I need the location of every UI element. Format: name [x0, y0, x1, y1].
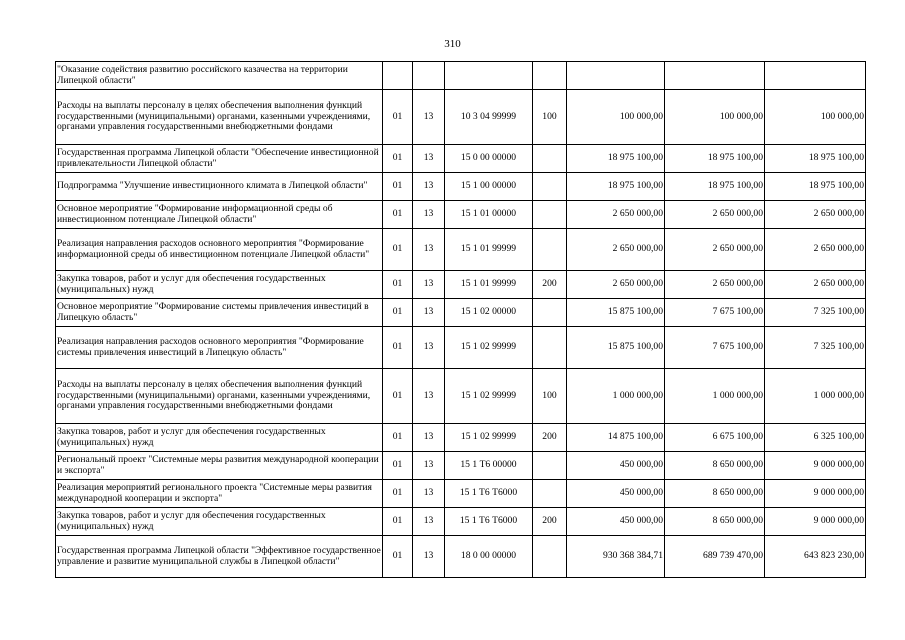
target-article-cell: 15 1 00 00000 — [445, 173, 533, 201]
sum-year1-cell: 15 875 100,00 — [567, 327, 665, 369]
sum-year1-cell: 450 000,00 — [567, 480, 665, 508]
row-name-cell: Государственная программа Липецкой области "Эффективное государственное управление и развитие муниципальной службы в Липецкой области" — [56, 536, 383, 578]
target-article-cell: 15 0 00 00000 — [445, 145, 533, 173]
page-number: 310 — [444, 38, 461, 50]
sum-year2-cell: 18 975 100,00 — [665, 173, 765, 201]
target-article-cell: 15 1 02 99999 — [445, 327, 533, 369]
sum-year2-cell: 7 675 100,00 — [665, 299, 765, 327]
section-code-cell: 13 — [413, 508, 445, 536]
sum-year1-cell: 1 000 000,00 — [567, 369, 665, 424]
ved-code-cell: 01 — [383, 173, 413, 201]
target-article-cell: 15 1 02 00000 — [445, 299, 533, 327]
sum-year1-cell: 100 000,00 — [567, 90, 665, 145]
sum-year2-cell: 8 650 000,00 — [665, 480, 765, 508]
sum-year3-cell: 643 823 230,00 — [765, 536, 866, 578]
sum-year3-cell: 18 975 100,00 — [765, 145, 866, 173]
sum-year3-cell: 9 000 000,00 — [765, 452, 866, 480]
ved-code-cell: 01 — [383, 480, 413, 508]
sum-year2-cell: 100 000,00 — [665, 90, 765, 145]
sum-year3-cell: 2 650 000,00 — [765, 201, 866, 229]
ved-code-cell: 01 — [383, 327, 413, 369]
sum-year3-cell: 100 000,00 — [765, 90, 866, 145]
expense-type-cell — [533, 480, 567, 508]
expense-type-cell: 200 — [533, 271, 567, 299]
table-row — [56, 229, 866, 271]
table-row — [56, 271, 866, 299]
ved-code-cell: 01 — [383, 271, 413, 299]
sum-year2-cell — [665, 62, 765, 90]
section-code-cell: 13 — [413, 90, 445, 145]
row-name-cell: "Оказание содействия развитию российского казачества на территории Липецкой области" — [56, 62, 383, 90]
target-article-cell: 10 3 04 99999 — [445, 90, 533, 145]
target-article-cell: 15 1 01 99999 — [445, 229, 533, 271]
sum-year2-cell: 2 650 000,00 — [665, 271, 765, 299]
table-row — [56, 201, 866, 229]
expense-type-cell — [533, 536, 567, 578]
section-code-cell: 13 — [413, 201, 445, 229]
target-article-cell: 15 1 Т6 00000 — [445, 452, 533, 480]
expense-type-cell — [533, 201, 567, 229]
row-name-cell: Региональный проект "Системные меры развития международной кооперации и экспорта" — [56, 452, 383, 480]
section-code-cell: 13 — [413, 327, 445, 369]
sum-year1-cell: 15 875 100,00 — [567, 299, 665, 327]
sum-year1-cell: 14 875 100,00 — [567, 424, 665, 452]
section-code-cell: 13 — [413, 145, 445, 173]
section-code-cell: 13 — [413, 480, 445, 508]
target-article-cell: 15 1 02 99999 — [445, 424, 533, 452]
expense-type-cell: 200 — [533, 508, 567, 536]
table-row — [56, 508, 866, 536]
target-article-cell — [445, 62, 533, 90]
expense-type-cell: 200 — [533, 424, 567, 452]
sum-year3-cell: 7 325 100,00 — [765, 327, 866, 369]
table-row — [56, 327, 866, 369]
target-article-cell: 15 1 01 00000 — [445, 201, 533, 229]
row-name-cell: Основное мероприятие "Формирование системы привлечения инвестиций в Липецкую область" — [56, 299, 383, 327]
section-code-cell: 13 — [413, 229, 445, 271]
ved-code-cell: 01 — [383, 424, 413, 452]
sum-year1-cell: 2 650 000,00 — [567, 229, 665, 271]
sum-year3-cell: 2 650 000,00 — [765, 229, 866, 271]
sum-year2-cell: 6 675 100,00 — [665, 424, 765, 452]
ved-code-cell: 01 — [383, 229, 413, 271]
section-code-cell: 13 — [413, 173, 445, 201]
row-name-cell: Государственная программа Липецкой области "Обеспечение инвестиционной привлекательности Липецкой области" — [56, 145, 383, 173]
table-row — [56, 480, 866, 508]
sum-year3-cell: 9 000 000,00 — [765, 508, 866, 536]
sum-year2-cell: 689 739 470,00 — [665, 536, 765, 578]
expense-type-cell — [533, 173, 567, 201]
expense-type-cell — [533, 327, 567, 369]
sum-year1-cell: 450 000,00 — [567, 508, 665, 536]
sum-year3-cell — [765, 62, 866, 90]
expense-type-cell: 100 — [533, 90, 567, 145]
ved-code-cell: 01 — [383, 201, 413, 229]
row-name-cell: Закупка товаров, работ и услуг для обеспечения государственных (муниципальных) нужд — [56, 424, 383, 452]
ved-code-cell: 01 — [383, 145, 413, 173]
row-name-cell: Реализация направления расходов основного мероприятия "Формирование информационной среды об инвестиционном потенциале Липецкой области" — [56, 229, 383, 271]
section-code-cell: 13 — [413, 536, 445, 578]
sum-year1-cell — [567, 62, 665, 90]
sum-year3-cell: 7 325 100,00 — [765, 299, 866, 327]
target-article-cell: 15 1 Т6 Т6000 — [445, 508, 533, 536]
sum-year2-cell: 8 650 000,00 — [665, 452, 765, 480]
section-code-cell: 13 — [413, 424, 445, 452]
table-row — [56, 452, 866, 480]
ved-code-cell: 01 — [383, 508, 413, 536]
ved-code-cell: 01 — [383, 536, 413, 578]
sum-year1-cell: 450 000,00 — [567, 452, 665, 480]
sum-year2-cell: 18 975 100,00 — [665, 145, 765, 173]
sum-year1-cell: 18 975 100,00 — [567, 145, 665, 173]
row-name-cell: Расходы на выплаты персоналу в целях обеспечения выполнения функций государственными (муниципальными) органами, казенными учреждениями, органами управления государственными внебюджетными фондами — [56, 369, 383, 424]
row-name-cell: Реализация мероприятий регионального проекта "Системные меры развития международной кооперации и экспорта" — [56, 480, 383, 508]
section-code-cell — [413, 62, 445, 90]
sum-year1-cell: 930 368 384,71 — [567, 536, 665, 578]
sum-year2-cell: 1 000 000,00 — [665, 369, 765, 424]
sum-year3-cell: 6 325 100,00 — [765, 424, 866, 452]
sum-year1-cell: 18 975 100,00 — [567, 173, 665, 201]
expense-type-cell: 100 — [533, 369, 567, 424]
row-name-cell: Закупка товаров, работ и услуг для обеспечения государственных (муниципальных) нужд — [56, 508, 383, 536]
section-code-cell: 13 — [413, 369, 445, 424]
table-row — [56, 424, 866, 452]
ved-code-cell: 01 — [383, 369, 413, 424]
expense-type-cell — [533, 299, 567, 327]
target-article-cell: 15 1 Т6 Т6000 — [445, 480, 533, 508]
row-name-cell: Подпрограмма "Улучшение инвестиционного климата в Липецкой области" — [56, 173, 383, 201]
table-row — [56, 62, 866, 90]
ved-code-cell: 01 — [383, 452, 413, 480]
ved-code-cell: 01 — [383, 299, 413, 327]
expense-type-cell — [533, 62, 567, 90]
ved-code-cell: 01 — [383, 90, 413, 145]
row-name-cell: Реализация направления расходов основного мероприятия "Формирование системы привлечения инвестиций в Липецкую область" — [56, 327, 383, 369]
sum-year2-cell: 2 650 000,00 — [665, 229, 765, 271]
expense-type-cell — [533, 452, 567, 480]
sum-year3-cell: 1 000 000,00 — [765, 369, 866, 424]
table-row — [56, 369, 866, 424]
target-article-cell: 15 1 02 99999 — [445, 369, 533, 424]
sum-year2-cell: 8 650 000,00 — [665, 508, 765, 536]
row-name-cell: Закупка товаров, работ и услуг для обеспечения государственных (муниципальных) нужд — [56, 271, 383, 299]
sum-year1-cell: 2 650 000,00 — [567, 201, 665, 229]
target-article-cell: 15 1 01 99999 — [445, 271, 533, 299]
ved-code-cell — [383, 62, 413, 90]
sum-year2-cell: 7 675 100,00 — [665, 327, 765, 369]
row-name-cell: Расходы на выплаты персоналу в целях обеспечения выполнения функций государственными (муниципальными) органами, казенными учреждениями, органами управления государственными внебюджетными фондами — [56, 90, 383, 145]
table-row — [56, 173, 866, 201]
section-code-cell: 13 — [413, 271, 445, 299]
sum-year1-cell: 2 650 000,00 — [567, 271, 665, 299]
sum-year3-cell: 2 650 000,00 — [765, 271, 866, 299]
budget-table — [55, 61, 866, 578]
table-row — [56, 536, 866, 578]
table-row — [56, 90, 866, 145]
expense-type-cell — [533, 145, 567, 173]
table-row — [56, 145, 866, 173]
row-name-cell: Основное мероприятие "Формирование информационной среды об инвестиционном потенциале Липецкой области" — [56, 201, 383, 229]
section-code-cell: 13 — [413, 299, 445, 327]
target-article-cell: 18 0 00 00000 — [445, 536, 533, 578]
expense-type-cell — [533, 229, 567, 271]
sum-year3-cell: 18 975 100,00 — [765, 173, 866, 201]
section-code-cell: 13 — [413, 452, 445, 480]
sum-year2-cell: 2 650 000,00 — [665, 201, 765, 229]
table-row — [56, 299, 866, 327]
sum-year3-cell: 9 000 000,00 — [765, 480, 866, 508]
